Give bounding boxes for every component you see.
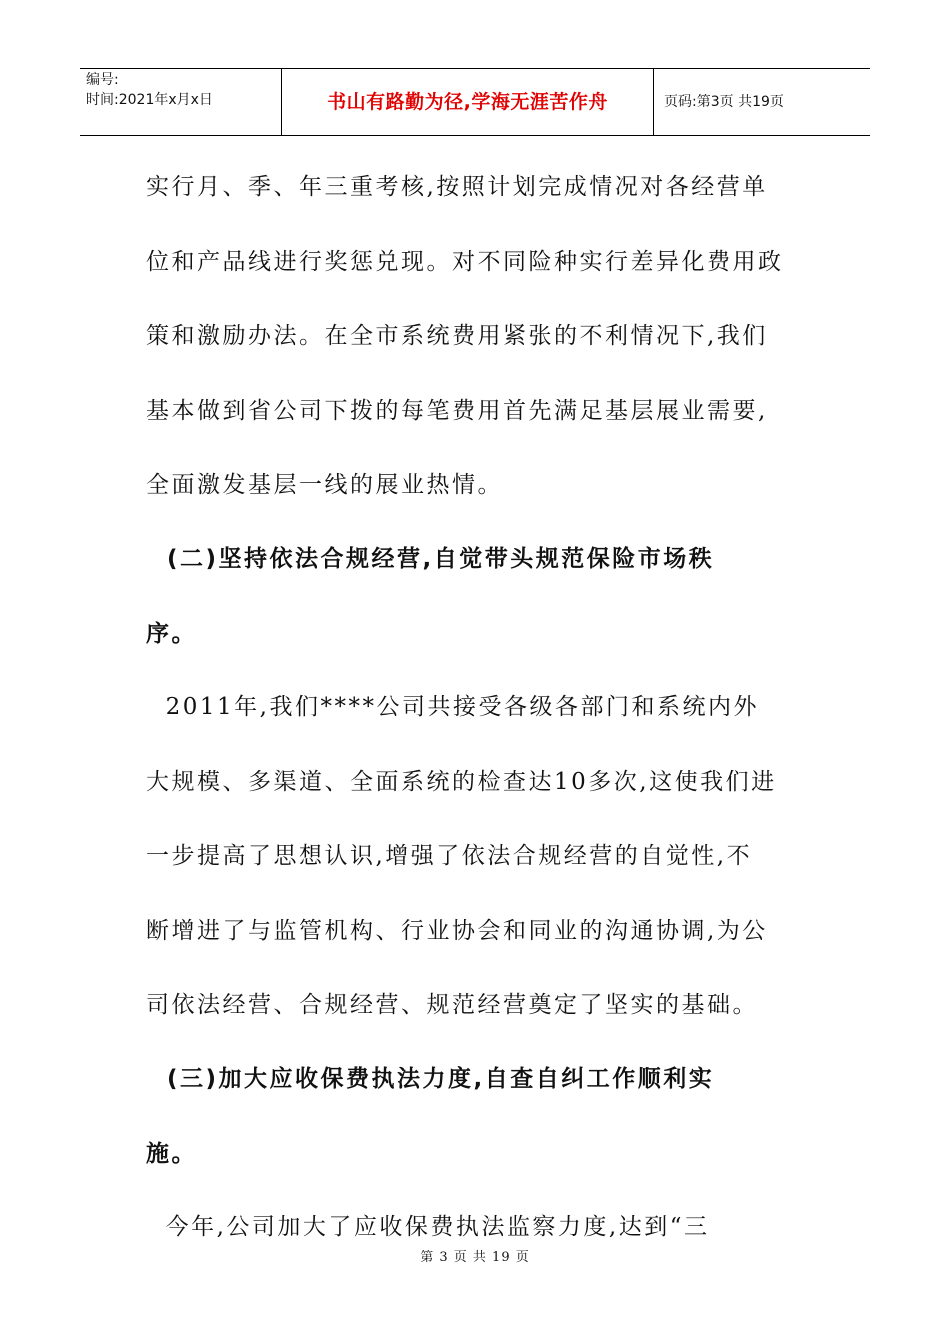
number-label: 编号: (86, 72, 119, 88)
header-motto: 书山有路勤为径,学海无涯苦作舟 (282, 69, 654, 135)
document-header (80, 68, 870, 136)
section-heading-2: (二)坚持依法合规经营,自觉带头规范保险市场秩 序。 (146, 546, 715, 647)
header-page-info: 页码:第3页 共19页 (664, 94, 784, 110)
page-footer: 第 3 页 共 19 页 (420, 1250, 530, 1265)
header-meta (80, 69, 282, 135)
paragraph-2: 2011年,我们****公司共接受各级各部门和系统内外 大规模、多渠道、全面系统的检查达10多次,这使我们进 一步提高了思想认识,增强了依法合规经营的自觉性,不 断增进了与监管机构、行业协会和同业的沟通协调,为公 司依法经营、合规经营、规范经营奠定了坚实的基础。 (146, 694, 777, 1018)
paragraph-3: 今年,公司加大了应收保费执法监察力度,达到“三 (146, 1214, 710, 1240)
paragraph-1: 实行月、季、年三重考核,按照计划完成情况对各经营单 位和产品线进行奖惩兑现。对不同险种实行差异化费用政 策和激励办法。在全市系统费用紧张的不利情况下,我们 基本做到省公司下拨的每笔费用首先满足基层展业需要, 全面激发基层一线的展业热情。 (146, 174, 784, 498)
time-label: 时间:2021年x月x日 (86, 92, 213, 108)
section-heading-3: (三)加大应收保费执法力度,自查自纠工作顺利实 施。 (146, 1066, 715, 1167)
